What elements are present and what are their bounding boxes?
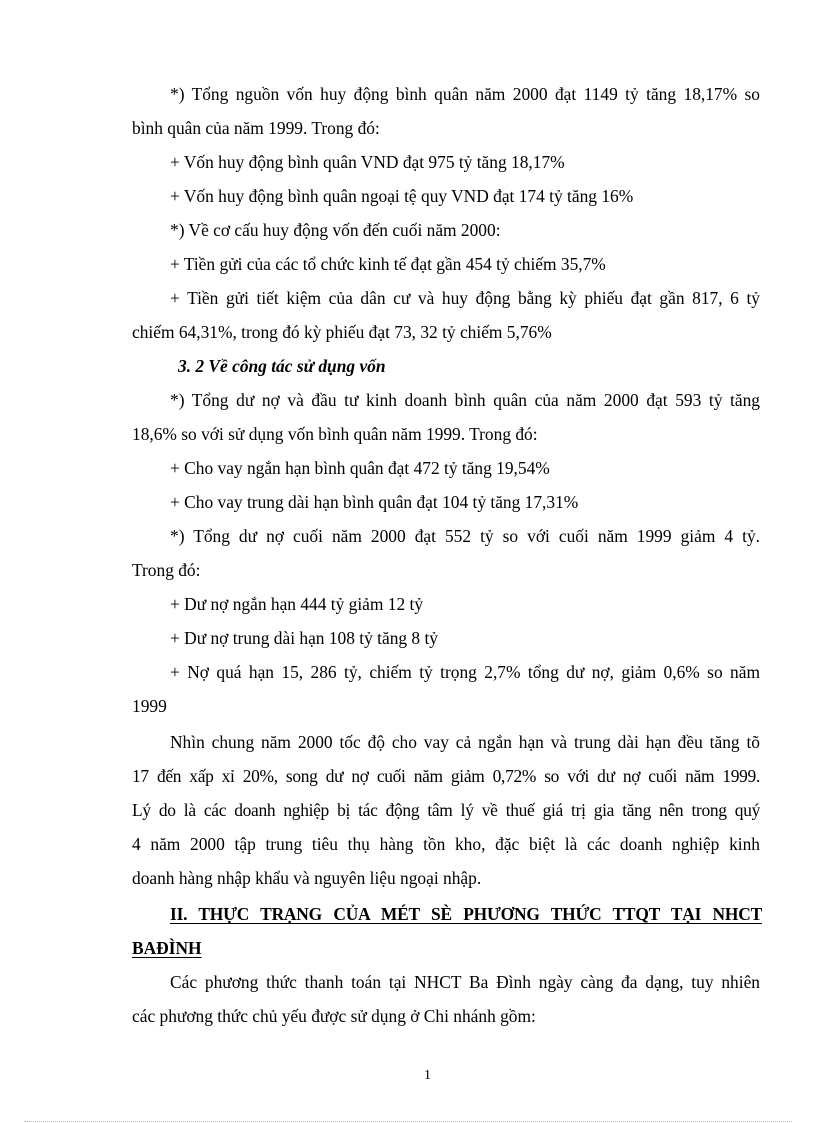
paragraph-line: bình quân của năm 1999. Trong đó:	[132, 118, 380, 138]
paragraph-line: + Cho vay ngắn hạn bình quân đạt 472 tỷ tăng 19,54%	[170, 458, 550, 478]
paragraph-line: + Vốn huy động bình quân ngoại tệ quy VND đạt 174 tỷ tăng 16%	[170, 186, 634, 206]
paragraph-line: *) Tổng nguồn vốn huy động bình quân năm 2000 đạt 1149 tỷ tăng 18,17% so	[170, 84, 760, 104]
paragraph-line: + Tiền gửi của các tổ chức kinh tế đạt gần 454 tỷ chiếm 35,7%	[170, 254, 606, 274]
subsection-heading: 3. 2 Về công tác sử dụng vốn	[178, 356, 386, 376]
paragraph-line: Nhìn chung năm 2000 tốc độ cho vay cả ngắn hạn và trung dài hạn đều tăng tõ	[170, 732, 760, 752]
section-heading-continuation: BAĐÌNH	[132, 938, 202, 958]
paragraph-line: + Tiền gửi tiết kiệm của dân cư và huy động bằng kỳ phiếu đạt gần 817, 6 tỷ	[170, 288, 760, 308]
paragraph-line: 1999	[132, 696, 167, 716]
paragraph-line: doanh hàng nhập khẩu và nguyên liệu ngoại nhập.	[132, 868, 482, 888]
paragraph-line: *) Tổng dư nợ và đầu tư kinh doanh bình quân của năm 2000 đạt 593 tỷ tăng	[170, 390, 760, 410]
paragraph-line: 17 đến xấp xỉ 20%, song dư nợ cuối năm giảm 0,72% so với dư nợ cuối năm 1999.	[132, 766, 760, 786]
paragraph-line: + Cho vay trung dài hạn bình quân đạt 104 tỷ tăng 17,31%	[170, 492, 579, 512]
paragraph-line: + Vốn huy động bình quân VND đạt 975 tỷ tăng 18,17%	[170, 152, 565, 172]
paragraph-line: Lý do là các doanh nghiệp bị tác động tâm lý về thuế giá trị gia tăng nên trong quý	[132, 800, 760, 820]
paragraph-line: *) Về cơ cấu huy động vốn đến cuối năm 2000:	[170, 220, 501, 240]
paragraph-line: 4 năm 2000 tập trung tiêu thụ hàng tồn kho, đặc biệt là các doanh nghiệp kinh	[132, 834, 760, 854]
page-number: 1	[424, 1068, 431, 1083]
paragraph-line: chiếm 64,31%, trong đó kỳ phiếu đạt 73, 32 tỷ chiếm 5,76%	[132, 322, 552, 342]
paragraph-line: các phương thức chủ yếu được sử dụng ở Chi nhánh gồm:	[132, 1006, 536, 1026]
section-heading: II. THỰC TRẠNG CỦA MÉT SÈ PHƯƠNG THỨC TTQT TẠI NHCT	[170, 904, 762, 924]
paragraph-line: 18,6% so với sử dụng vốn bình quân năm 1999. Trong đó:	[132, 424, 538, 444]
paragraph-line: + Dư nợ ngắn hạn 444 tỷ giảm 12 tỷ	[170, 594, 424, 614]
page-bottom-rule	[24, 1121, 792, 1122]
paragraph-line: + Dư nợ trung dài hạn 108 tỷ tăng 8 tỷ	[170, 628, 439, 648]
paragraph-line: + Nợ quá hạn 15, 286 tỷ, chiếm tỷ trọng 2,7% tổng dư nợ, giảm 0,6% so năm	[170, 662, 760, 682]
paragraph-line: Trong đó:	[132, 560, 201, 580]
paragraph-line: *) Tổng dư nợ cuối năm 2000 đạt 552 tỷ so với cuối năm 1999 giảm 4 tỷ.	[170, 526, 760, 546]
paragraph-line: Các phương thức thanh toán tại NHCT Ba Đình ngày càng đa dạng, tuy nhiên	[170, 972, 760, 992]
